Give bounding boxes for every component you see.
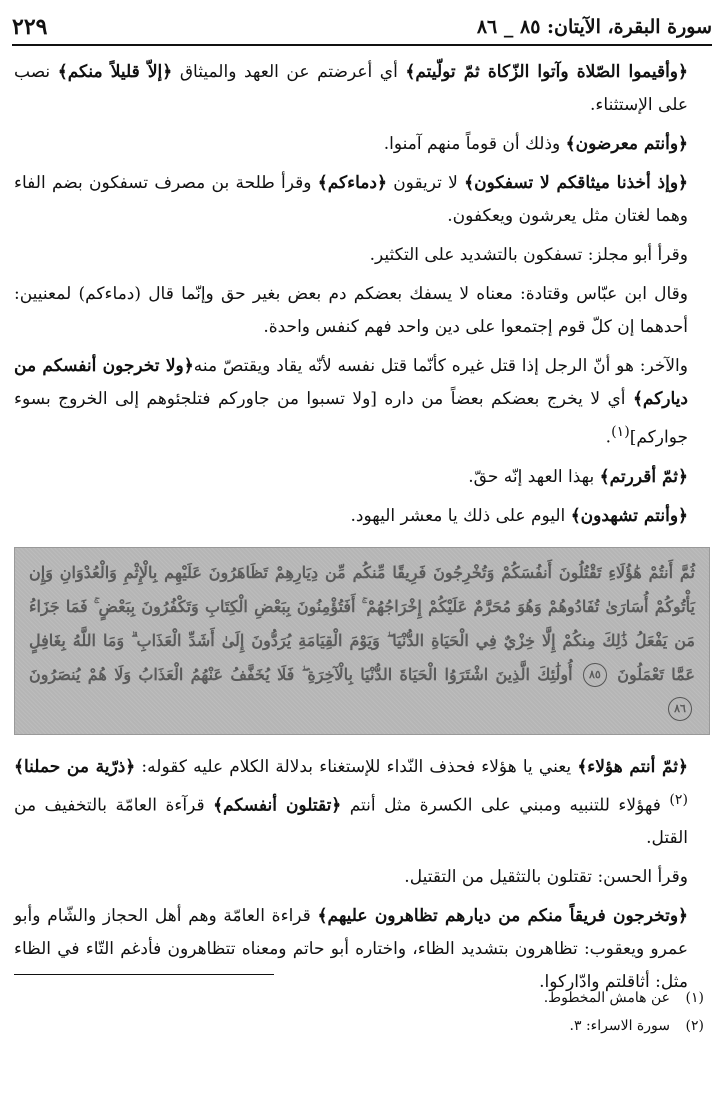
commentary-after: [14, 751, 710, 1000]
commentary-text: قراءة العامّة وهم أهل الحجاز والشّام وأبو عمرو ويعقوب: تظاهرون بتشديد الظاء، واختاره أبو حاتم ومعناه تتظاهرون فأدغم التّاء في الظاء مثل: أثاقلتم وادّاركوا.: [14, 906, 688, 993]
quran-verse-85: ثُمَّ أَنتُمْ هَٰؤُلَاءِ تَقْتُلُونَ أَنفُسَكُمْ وَتُخْرِجُونَ فَرِيقًا مِّنكُم مِّن دِيَارِهِمْ تَظَاهَرُونَ عَلَيْهِم بِالْإِثْمِ وَالْعُدْوَانِ وَإِن يَأْتُوكُمْ أُسَارَىٰ تُفَادُوهُمْ وَهُوَ مُحَرَّمٌ عَلَيْكُمْ إِخْرَاجُهُمْ ۚ أَفَتُؤْمِنُونَ بِبَعْضِ الْكِتَابِ وَتَكْفُرُونَ بِبَعْضٍ ۚ فَمَا جَزَاءُ مَن يَفْعَلُ ذَٰلِكَ مِنكُمْ إِلَّا خِزْيٌ فِي الْحَيَاةِ الدُّنْيَا ۖ وَيَوْمَ الْقِيَامَةِ يُرَدُّونَ إِلَىٰ أَشَدِّ الْعَذَابِ ۗ وَمَا اللَّهُ بِغَافِلٍ عَمَّا تَعْمَلُونَ: [29, 562, 696, 684]
commentary-text: يعني يا هؤلاء فحذف النّداء للإستغناء بدلالة الكلام عليه كقوله:: [135, 756, 578, 777]
footnote-ref: (١): [611, 424, 630, 440]
page-number: ٢٢٩: [12, 14, 48, 40]
commentary-text: .: [605, 427, 612, 448]
quran-quote: ﴿دماءكم﴾: [317, 173, 387, 193]
commentary-text: أي لا يخرج بعضكم بعضاً من داره [ولا تسبوا من جاوركم فتلجئوهم إلى الخروج بسوء جواركم]: [14, 389, 688, 448]
quran-quote: ﴿وتخرجون فريقاً منكم من ديارهم تظاهرون عليهم﴾: [317, 906, 688, 927]
ayah-number-marker: ٨٥: [583, 663, 607, 687]
commentary-text: وقال ابن عبّاس وقتادة: معناه لا يسفك بعضكم دم بعض بغير حق وإنّما قال (دماءكم) لمعنيين: أحدهما إن كلّ قوم إجتمعوا على دين واحد فهم كنفس واحدة.: [14, 284, 688, 337]
paragraph: [14, 461, 710, 494]
quran-verse-block: [14, 547, 710, 735]
footnote-text: سورة الاسراء: ٣.: [569, 1018, 670, 1034]
commentary-text: وقرأ أبو مجلز: تسفكون بالتشديد على التكثير.: [369, 245, 688, 265]
commentary-text: وقرأ طلحة بن مصرف تسفكون بضم الفاء وهما لغتان مثل يعرشون ويعكفون.: [14, 173, 688, 226]
page-header: [12, 10, 712, 46]
paragraph: [14, 861, 710, 894]
footnote-divider: [14, 974, 274, 975]
commentary-text: نصب على الإستثناء.: [14, 62, 688, 115]
footnote: [14, 984, 704, 1012]
quran-quote: ﴿تقتلون أنفسكم﴾: [213, 795, 342, 816]
quran-quote: ﴿وأقيموا الصّلاة وآتوا الزّكاة ثمّ تولّيتم﴾: [405, 62, 688, 82]
commentary-text: وقرأ الحسن: تقتلون بالتثقيل من التقتيل.: [404, 867, 688, 888]
commentary-text: اليوم على ذلك يا معشر اليهود.: [350, 505, 571, 526]
ayah-number-marker: ٨٦: [668, 697, 692, 721]
paragraph: [14, 751, 710, 856]
footnote-text: عن هامش المخطوط.: [543, 990, 670, 1006]
paragraph: [14, 56, 710, 122]
footnotes: [14, 984, 704, 1040]
surah-title: سورة البقرة، الآيتان: ٨٥ _ ٨٦: [476, 16, 712, 38]
quran-quote: ﴿ثمّ أنتم هؤلاء﴾: [577, 756, 688, 777]
commentary-text: فهؤلاء للتنبيه ومبني على الكسرة مثل أنتم: [341, 795, 670, 816]
paragraph: [14, 239, 710, 272]
commentary-text: قرآءة العامّة بالتخفيف من القتل.: [14, 795, 688, 849]
footnote: [14, 1012, 704, 1040]
commentary-before: [14, 56, 710, 533]
paragraph: [14, 167, 710, 233]
footnote-number: (١): [685, 990, 704, 1006]
commentary-body: [14, 56, 710, 1005]
paragraph: [14, 278, 710, 344]
paragraph: [14, 350, 710, 455]
quran-quote: ﴿ولا تخرجون أنفسكم من دياركم﴾: [14, 356, 688, 409]
commentary-text: أي أعرضتم عن العهد والميثاق: [172, 62, 406, 82]
quran-quote: ﴿ثمّ أقررتم﴾: [599, 466, 688, 487]
quran-quote: ﴿إلاّ قليلاً منكم﴾: [57, 62, 173, 82]
commentary-text: وذلك أن قوماً منهم آمنوا.: [383, 134, 566, 154]
footnote-number: (٢): [685, 1018, 704, 1034]
commentary-text: بهذا العهد إنّه حقّ.: [468, 466, 600, 487]
quran-quote: ﴿وأنتم معرضون﴾: [565, 134, 688, 154]
paragraph: [14, 128, 710, 161]
quran-verse-86: أُولَٰئِكَ الَّذِينَ اشْتَرَوُا الْحَيَاةَ الدُّنْيَا بِالْآخِرَةِ ۖ فَلَا يُخَفَّفُ عَنْهُمُ الْعَذَابُ وَلَا هُمْ يُنصَرُونَ: [29, 664, 573, 684]
paragraph: [14, 500, 710, 533]
commentary-text: والآخر: هو أنّ الرجل إذا قتل غيره كأنّما قتل نفسه لأنّه يقاد ويقتصّ منه: [193, 356, 688, 376]
commentary-text: لا تريقون: [386, 173, 465, 193]
footnote-ref: (٢): [669, 791, 688, 808]
quran-quote: ﴿ذرّية من حملنا﴾: [14, 756, 136, 777]
quran-quote: ﴿وإذ أخذنا ميثاقكم لا تسفكون﴾: [464, 173, 688, 193]
quran-quote: ﴿وأنتم تشهدون﴾: [570, 505, 688, 526]
